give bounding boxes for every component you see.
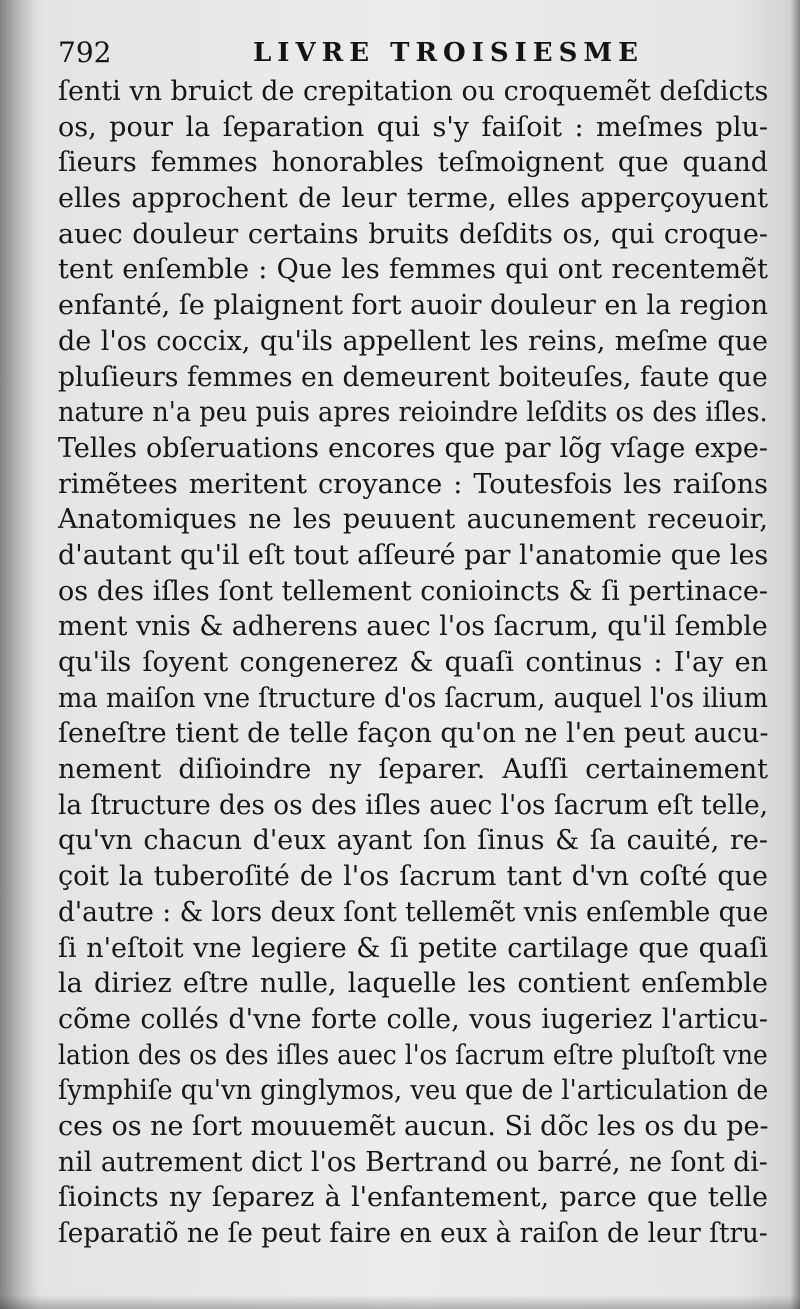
text-line: qu'ils ſoyent congenerez & quaſi continus : I'ay en (58, 647, 768, 678)
page-number: 792 (58, 36, 112, 69)
text-line: ſi n'eſtoit vne legiere & ſi petite cartilage que quaſi (58, 932, 768, 964)
running-title: LIVRE TROISIESME (253, 38, 644, 68)
text-line: nil autrement dict l'os Bertrand ou barré, ne ſont di- (58, 1146, 768, 1178)
text-line: d'autre : & lors deux ſont tellemẽt vnis enſemble que (58, 896, 769, 928)
text-line: ment vnis & adherens auec l'os ſacrum, qu'il ſemble (58, 611, 768, 643)
text-line: de l'os coccix, qu'ils appellent les reins, meſme que (58, 325, 768, 357)
text-line: lation des os des iſles auec l'os ſacrum eſtre pluſtoſt vne (58, 1039, 768, 1071)
text-line: ſymphiſe qu'vn ginglymos, veu que de l'articulation de (58, 1075, 769, 1107)
text-line: çoit la tuberoſité de l'os ſacrum tant d'vn coſté que (58, 861, 768, 893)
body-text (58, 74, 768, 1252)
text-line: ſeparatiõ ne ſe peut faire en eux à raiſon de leur ſtru- (58, 1218, 768, 1249)
text-line: os, pour la ſeparation qui s'y faiſoit : meſmes plu- (58, 111, 768, 143)
text-line: tent enſemble : Que les femmes qui ont recentemẽt (58, 254, 768, 286)
text-line: ſeneſtre tient de telle façon qu'on ne l'en peut aucu- (58, 718, 769, 750)
bottom-page-edge (0, 1295, 800, 1309)
text-line: ma maiſon vne ſtructure d'os ſacrum, auquel l'os ilium (58, 682, 768, 714)
text-line: Anatomiques ne les peuuent aucunement receuoir, (58, 504, 768, 536)
text-line: enfanté, ſe plaignent fort auoir douleur en la region (58, 290, 769, 322)
text-line: ces os ne ſort mouuemẽt aucun. Si dõc les os du pe- (58, 1110, 769, 1142)
text-line: rimẽtees meritent croyance : Toutesfois les raiſons (58, 468, 768, 500)
text-line: nature n'a peu puis apres reioindre leſdits os des iſles. (58, 397, 768, 429)
spine-shadow (0, 0, 38, 1309)
text-line: auec douleur certains bruits deſdits os, qui croque- (58, 218, 768, 250)
text-line: os des iſles ſont tellement conioincts & ſi pertinace- (58, 575, 768, 607)
text-line: ſenti vn bruict de crepitation ou croquemẽt deſdicts (58, 76, 769, 107)
text-line: pluſieurs femmes en demeurent boiteuſes, faute que (58, 361, 768, 393)
text-line: ſieurs femmes honorables teſmoignent que quand (58, 147, 768, 179)
text-line: ſioincts ny ſeparez à l'enfantement, parce que telle (58, 1182, 768, 1214)
text-line: Telles obſeruations encores que par lõg vſage expe- (58, 432, 768, 464)
text-line: la diriez eſtre nulle, laquelle les contient enſemble (58, 968, 768, 1000)
text-line: d'autant qu'il eſt tout aſſeuré par l'anatomie que les (58, 539, 769, 571)
text-line: la ſtructure des os des iſles auec l'os ſacrum eſt telle, (58, 789, 769, 821)
right-page-edge (790, 0, 800, 1309)
text-line: cõme collés d'vne forte colle, vous iugeriez l'articu- (58, 1003, 768, 1035)
text-line: nement diſioindre ny ſeparer. Auſſi certainement (58, 754, 768, 786)
page-header (58, 32, 758, 72)
text-line: elles approchent de leur terme, elles apperçoyuent (58, 183, 768, 215)
text-line: qu'vn chacun d'eux ayant ſon ſinus & ſa cauité, re- (58, 825, 768, 857)
